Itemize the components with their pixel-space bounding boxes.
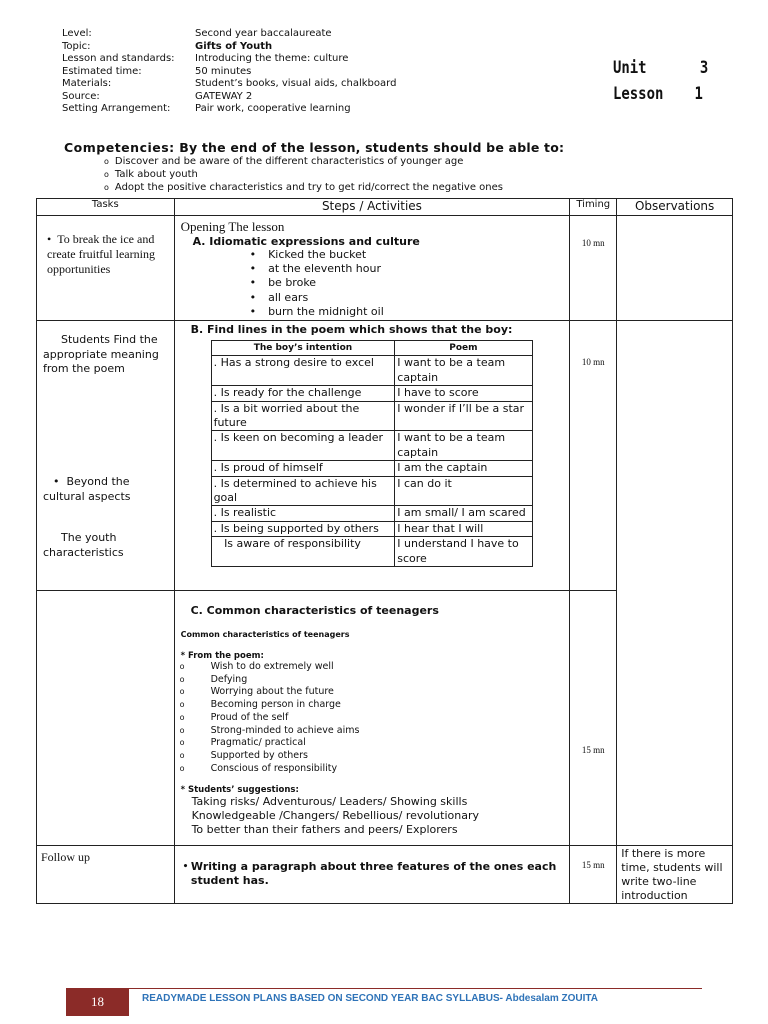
suggestions-label: * Students’ suggestions: [180,785,299,796]
list-item: o Proud of the self [179,711,289,723]
followup-activity: • Writing a paragraph about three features of the ones each student has. [182,860,557,887]
task-cell: • To break the ice and create fruitful learning opportunities [37,216,175,321]
table-row [37,846,733,904]
info-value: Gifts of Youth [195,40,273,52]
task-text-2: • Beyond the cultural aspects [43,475,131,503]
list-item: o Defying [179,673,248,685]
poem-cell: I hear that I will [395,521,532,536]
intention-cell: . Is determined to achieve his goal [211,476,395,506]
poem-header-intention: The boy’s intention [211,341,395,356]
lesson-text: Lesson [613,84,664,104]
info-value: Pair work, cooperative learning [195,103,351,114]
observation-cell [617,321,733,846]
footer-text: READYMADE LESSON PLANS BASED ON SECOND YEAR BAC SYLLABUS- Abdesalam ZOUITA [142,993,598,1004]
lesson-number: 1 [694,84,703,104]
list-item: o Pragmatic/ practical [179,737,306,749]
task-cell: Follow up [37,846,175,904]
table-row [211,537,532,567]
poem-header-poem: Poem [395,341,532,356]
intention-cell: . Is keen on becoming a leader [211,431,395,461]
intention-cell: . Is a bit worried about the future [211,401,395,431]
table-row [37,321,733,591]
steps-cell [174,591,570,846]
info-value: GATEWAY 2 [195,90,253,102]
info-level [62,28,332,41]
observation-cell: If there is more time, students will write two-line introduction [617,846,733,904]
list-item: • burn the midnight oil [250,305,570,319]
list-item: o Talk about youth [104,169,503,182]
section-b-title: B. Find lines in the poem which shows that the boy: [190,323,513,336]
lesson-label [613,84,703,104]
table-row [211,476,532,506]
list-item: Knowledgeable /Changers/ Rebellious/ revolutionary [191,809,479,823]
competencies-title [64,140,564,155]
task-cell [37,591,175,846]
table-row [211,506,532,521]
info-value: 50 minutes [195,65,252,77]
intention-cell: . Is realistic [211,506,395,521]
header-tasks: Tasks [37,199,175,216]
list-item: o Conscious of responsibility [179,762,338,774]
list-item: o Discover and be aware of the different characteristics of younger age [104,156,503,169]
header-observations: Observations [617,199,733,216]
section-a-title: A. Idiomatic expressions and culture [192,235,420,248]
list-item: o Adopt the positive characteristics and try to get rid/correct the negative ones [104,182,503,195]
idioms-list [175,248,570,319]
unit-label [613,58,708,78]
steps-cell [174,216,570,321]
info-value: Introducing the theme: culture [195,53,349,64]
list-item: o Supported by others [179,749,308,761]
steps-cell [174,321,570,591]
info-key: Source: [62,90,100,102]
poem-cell: I am small/ I am scared [395,506,532,521]
table-row [211,521,532,536]
table-row [211,461,532,476]
info-key: Setting Arrangement: [62,103,171,114]
list-item: o Wish to do extremely well [179,661,334,672]
table-row [211,386,532,401]
header-steps: Steps / Activities [174,199,570,216]
list-item: o Worrying about the future [179,686,334,698]
section-c-subtitle: Common characteristics of teenagers [180,630,350,639]
opening-title: Opening The lesson [180,219,285,234]
info-materials [62,78,396,91]
task-text-1: Students Find the appropriate meaning from the poem [43,333,159,375]
timing-cell: 10 mn [570,216,617,321]
traits-list [175,661,570,775]
timing-cell: 15 mn [570,591,617,846]
poem-cell: I have to score [395,386,532,401]
competencies-lead: Competencies: [64,140,175,155]
poem-cell: I wonder if I’ll be a star [395,401,532,431]
info-source [62,91,252,104]
table-row [37,216,733,321]
intention-cell: . Is being supported by others [211,521,395,536]
table-row [211,431,532,461]
steps-cell [174,846,570,904]
unit-text: Unit [613,58,647,78]
from-poem-label: * From the poem: [180,651,264,661]
table-row [211,356,532,386]
poem-table [211,340,533,567]
page-number: 18 [66,988,129,1016]
intention-cell: . Has a strong desire to excel [211,356,395,386]
task-text-3: The youth characteristics [43,531,124,559]
list-item: • all ears [250,291,570,305]
task-text: To break the ice and create fruitful learning opportunities [47,232,155,276]
info-key: Level: [62,28,92,39]
poem-header-row [211,341,532,356]
poem-cell: I am the captain [395,461,532,476]
list-item: o Becoming person in charge [179,699,341,711]
footer-divider [129,988,702,989]
list-item: • be broke [250,276,570,290]
lesson-table [36,198,733,904]
list-item: o Strong-minded to achieve aims [179,724,360,736]
unit-number: 3 [699,58,709,78]
competencies-list [104,156,503,194]
intention-cell: Is aware of responsibility [211,537,395,567]
info-lesson-standards [62,53,348,66]
info-key: Topic: [62,40,91,52]
task-cell [37,321,175,591]
poem-cell: I want to be a team captain [395,431,532,461]
info-key: Materials: [62,78,112,89]
section-c-title: C. Common characteristics of teenagers [190,604,439,617]
timing-cell: 10 mn [570,321,617,591]
list-item: • Kicked the bucket [250,248,570,262]
poem-cell: I want to be a team captain [395,356,532,386]
table-row [211,401,532,431]
suggestions-list [175,795,570,837]
intention-cell: . Is proud of himself [211,461,395,476]
header-timing: Timing [570,199,617,216]
info-key: Estimated time: [62,65,142,77]
info-key: Lesson and standards: [62,53,175,64]
list-item: • at the eleventh hour [250,262,570,276]
poem-cell: I can do it [395,476,532,506]
info-topic [62,41,272,54]
table-header-row [37,199,733,216]
info-value: Student’s books, visual aids, chalkboard [195,78,397,89]
observation-cell [617,216,733,321]
info-value: Second year baccalaureate [195,28,332,39]
info-estimated-time [62,66,251,79]
intention-cell: . Is ready for the challenge [211,386,395,401]
competencies-heading: By the end of the lesson, students should be able to: [179,140,565,155]
list-item: To better than their fathers and peers/ Explorers [191,823,458,837]
info-setting [62,103,351,116]
poem-cell: I understand I have to score [395,537,532,567]
timing-cell: 15 mn [570,846,617,904]
list-item: Taking risks/ Adventurous/ Leaders/ Showing skills [191,795,468,809]
